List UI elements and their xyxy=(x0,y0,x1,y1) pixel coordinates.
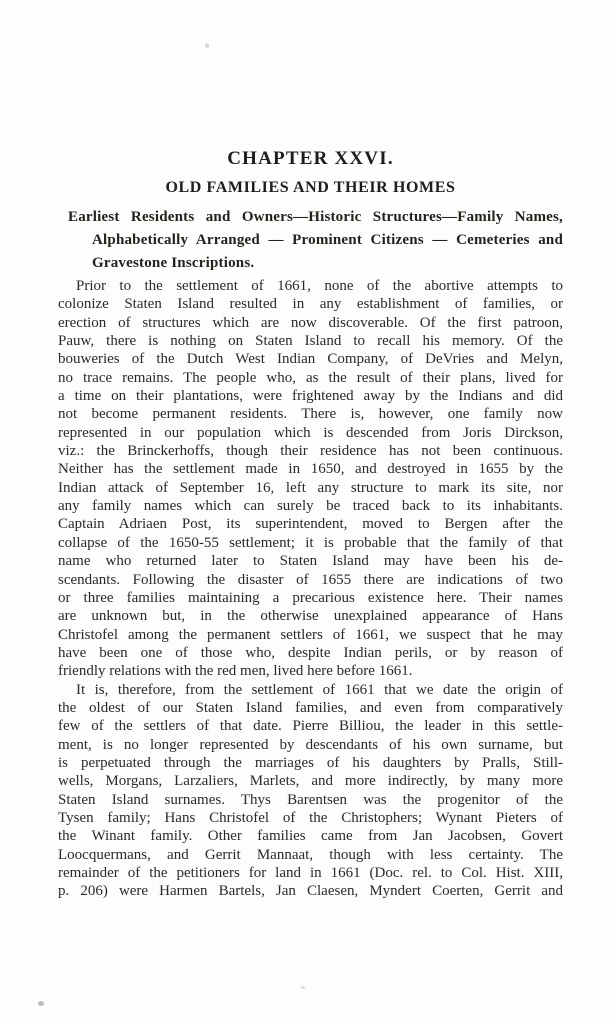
chapter-heading: CHAPTER XXVI. xyxy=(227,148,394,169)
text-line: have been one of those who, despite Indian perils, or by reason of xyxy=(58,644,563,661)
text-line: Tysen family; Hans Christofel of the Christophers; Wynant Pieters of xyxy=(58,809,563,826)
text-line: Alphabetically Arranged — Prominent Citizens — Cemeteries and xyxy=(92,231,563,248)
text-line: Prior to the settlement of 1661, none of the abortive attempts to xyxy=(76,278,563,294)
text-line: Gravestone Inscriptions. xyxy=(92,254,255,271)
text-line: wells, Morgans, Larzaliers, Marlets, and more indirectly, by many more xyxy=(58,773,563,790)
text-line: viz.: the Brinckerhoffs, though their residence has not been continuous. xyxy=(58,443,563,460)
text-line: the Winant family. Other families came from Jan Jacobsen, Govert xyxy=(58,828,563,845)
text-line: Loocquermans, and Gerrit Mannaat, though with less certainty. The xyxy=(58,846,563,863)
text-line: a time on their plantations, were frightened away by the Indians and did xyxy=(58,388,563,405)
text-line: is perpetuated through the marriages of his daughters by Pralls, Still- xyxy=(58,754,563,771)
text-line: remainder of the petitioners for land in 1661 (Doc. rel. to Col. Hist. XIII, xyxy=(58,865,563,881)
text-line: ment, is no longer represented by descendants of his own surname, but xyxy=(58,736,563,753)
text-line: scendants. Following the disaster of 1655 there are indications of two xyxy=(58,571,563,588)
section-heading: OLD FAMILIES AND THEIR HOMES xyxy=(165,179,456,196)
chapter-summary xyxy=(58,206,563,274)
text-line: any family names which can surely be traced back to its inhabitants. xyxy=(58,498,563,515)
text-line: erection of structures which are now discoverable. Of the first patroon, xyxy=(58,314,563,331)
text-line: Christofel among the permanent settlers of 1661, we suspect that he may xyxy=(58,626,563,643)
text-line: Indian attack of September 16, left any structure to mark its site, nor xyxy=(58,479,563,496)
text-line: no trace remains. The people who, as the result of their plans, lived for xyxy=(58,369,563,386)
scan-speck xyxy=(205,43,209,48)
text-line: the oldest of our Staten Island families, and even from comparatively xyxy=(58,699,563,716)
text-line: or three families maintaining a precarious existence here. Their names xyxy=(58,589,563,606)
text-line: name who returned later to Staten Island may have been his de- xyxy=(58,553,563,570)
text-line: are unknown but, in the otherwise unexplained appearance of Hans xyxy=(58,608,563,625)
text-line: friendly relations with the red men, lived here before 1661. xyxy=(58,663,413,680)
text-line: colonize Staten Island resulted in any establishment of families, or xyxy=(58,296,563,313)
text-line: few of the settlers of that date. Pierre Billiou, the leader in this settle- xyxy=(58,718,563,735)
text-line: Pauw, there is nothing on Staten Island to recall his memory. Of the xyxy=(58,333,563,350)
paragraph xyxy=(58,277,563,681)
text-line: Neither has the settlement made in 1650, and destroyed in 1655 by the xyxy=(58,461,563,478)
text-line: Earliest Residents and Owners—Historic Structures—Family Names, xyxy=(68,209,563,225)
scan-speck xyxy=(301,986,305,989)
scan-speck xyxy=(38,1001,44,1006)
text-line: p. 206) were Harmen Bartels, Jan Claesen, Myndert Coerten, Gerrit and xyxy=(58,883,563,900)
text-line: Staten Island surnames. Thys Barentsen was the progenitor of the xyxy=(58,791,563,808)
text-line: not become permanent residents. There is, however, one family now xyxy=(58,406,563,423)
text-line: Captain Adriaen Post, its superintendent, moved to Bergen after the xyxy=(58,516,563,533)
paragraph xyxy=(58,681,563,901)
text-line: represented in our population which is descended from Joris Dirckson, xyxy=(58,424,563,441)
text-line: collapse of the 1650-55 settlement; it is probable that the family of that xyxy=(58,534,563,551)
text-line: It is, therefore, from the settlement of 1661 that we date the origin of xyxy=(76,681,563,698)
body-text xyxy=(58,277,563,901)
text-line: bouweries of the Dutch West Indian Company, of DeVries and Melyn, xyxy=(58,351,563,368)
